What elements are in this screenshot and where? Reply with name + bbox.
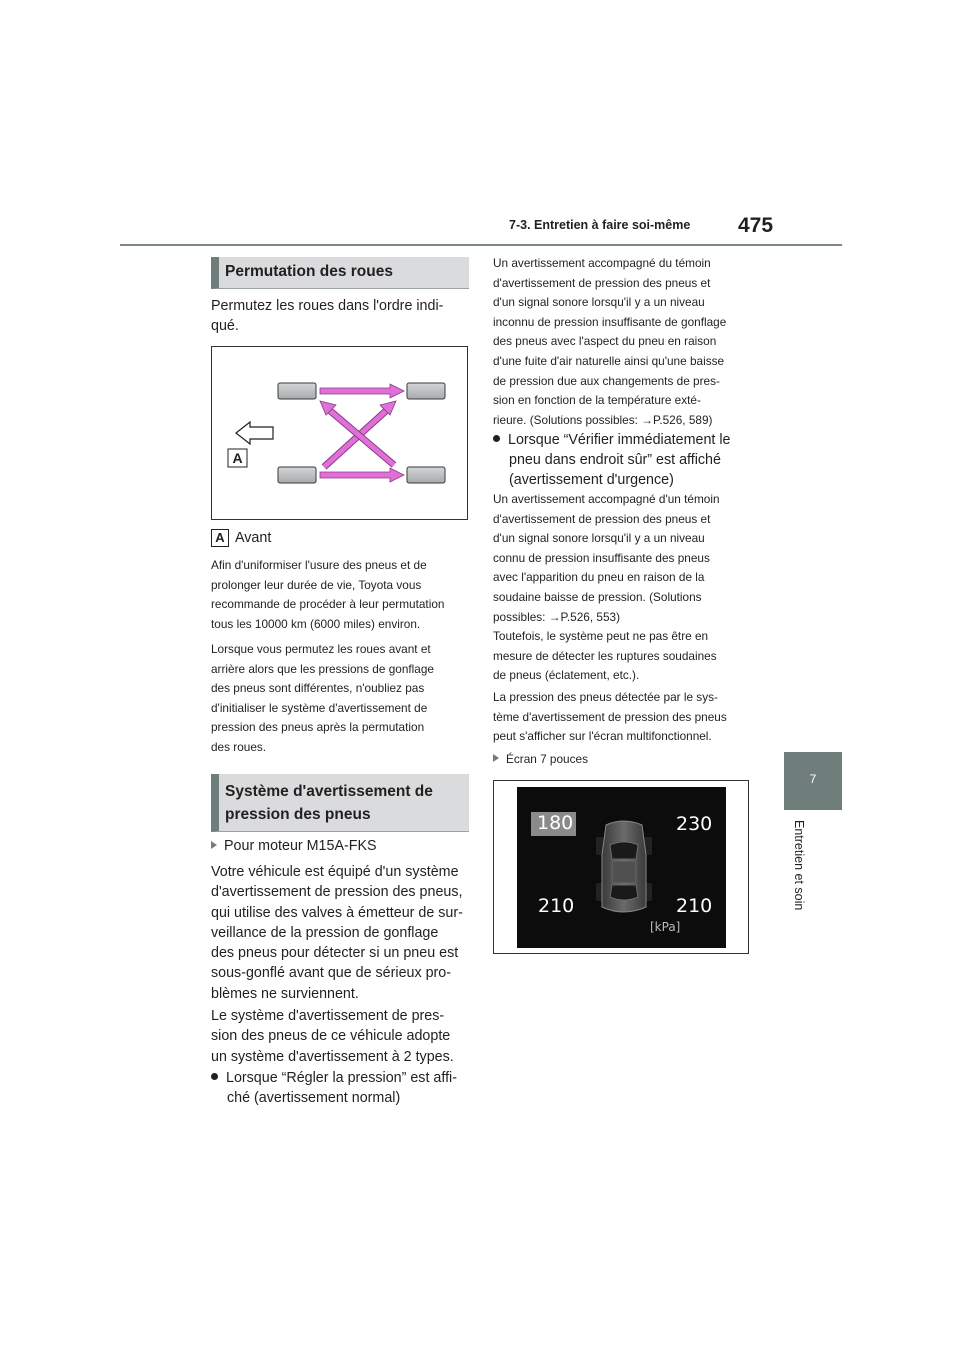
text-line: inconnu de pression insuffisante de gonflage	[493, 314, 727, 329]
triangle-bullet-icon	[493, 754, 499, 762]
text-line: des pneus avec l'aspect du pneu en raison	[493, 334, 717, 349]
text-line: Votre véhicule est équipé d'un système	[211, 864, 459, 880]
pressure-front-right: 230	[676, 813, 713, 835]
text-line: peut s'afficher sur l'écran multifonctionnel.	[493, 729, 712, 744]
legend-letter: A	[211, 529, 229, 547]
bullet-normal-warning	[211, 1068, 476, 1109]
tire-rear-right	[407, 467, 445, 483]
bullet-dot-icon	[211, 1073, 218, 1080]
text-line: d'avertissement de pression des pneus et	[493, 275, 711, 290]
text-line: (avertissement d'urgence)	[509, 472, 674, 488]
arrow-top	[320, 384, 404, 398]
text-line: Un avertissement accompagné d'un témoin	[493, 492, 720, 506]
tire-rear-left	[278, 467, 316, 483]
text-line: d'initialiser le système d'avertissement de	[211, 700, 428, 715]
text-line: des pneus pour détecter si un pneu est	[211, 945, 459, 962]
arrow-bottom	[320, 468, 404, 482]
rotation-paragraph-1	[211, 556, 473, 634]
text-line: recommande de procéder à leur permutation	[211, 597, 445, 612]
chapter-label: Entretien et soin	[792, 820, 806, 911]
rotation-paragraph-2	[211, 640, 473, 758]
chapter-label-vertical	[788, 820, 808, 924]
text-line: des roues.	[211, 739, 267, 754]
text-line: La pression des pneus détectée par le sys-	[493, 690, 718, 704]
text-line: de pression due aux changements de pres-	[493, 373, 720, 388]
text-line: un système d'avertissement à 2 types.	[211, 1048, 454, 1065]
heading-tire-rotation: Permutation des roues	[211, 257, 469, 289]
front-direction-arrow	[236, 422, 273, 444]
rotation-diagram-svg	[212, 347, 467, 519]
text-line: Le système d'avertissement de pres-	[211, 1008, 445, 1024]
diagram-letter-a: A	[232, 450, 243, 466]
normal-warning-paragraph	[493, 254, 755, 430]
text-line: Un avertissement accompagné du témoin	[493, 256, 711, 270]
text-line: tous les 10000 km (6000 miles) environ.	[211, 616, 421, 631]
text-line: arrière alors que les pressions de gonflage	[211, 661, 434, 676]
car-top-view-icon	[592, 815, 656, 919]
text-line: pression des pneus après la permutation	[211, 720, 425, 735]
engine-note-text: Pour moteur M15A-FKS	[224, 838, 377, 854]
text-line: Lorsque “Vérifier immédiatement le	[508, 432, 731, 448]
display-paragraph	[493, 688, 755, 747]
section-title: 7-3. Entretien à faire soi-même	[509, 218, 691, 232]
text-line: d'une fuite d'air naturelle ainsi qu'une baisse	[493, 353, 725, 368]
text-line: sous-gonflé avant que de sérieux pro-	[211, 965, 452, 982]
text-line: Afin d'uniformiser l'usure des pneus et de	[211, 558, 427, 572]
text-line: sion en fonction de la température exté-	[493, 393, 701, 408]
text-line: possibles: →P.526, 553)	[493, 609, 621, 624]
text-line: Permutez les roues dans l'ordre indi-	[211, 298, 444, 314]
text-line: rieure. (Solutions possibles: →P.526, 589)	[493, 412, 713, 427]
header-rule	[120, 244, 842, 246]
text-line: avec l'apparition du pneu en raison de la	[493, 570, 705, 585]
rotation-intro	[211, 296, 471, 337]
pressure-unit: [kPa]	[650, 920, 681, 934]
text-line: connu de pression insuffisante des pneus	[493, 550, 710, 565]
text-line: d'avertissement de pression des pneus,	[211, 884, 463, 901]
text-line: d'un signal sonore lorsqu'il y a un niveau	[493, 295, 705, 310]
legend	[211, 528, 271, 548]
text-line: mesure de détecter les ruptures soudaines	[493, 648, 717, 663]
engine-note	[211, 836, 377, 856]
tire-front-right	[407, 383, 445, 399]
heading-tpws	[211, 774, 469, 832]
chapter-number: 7	[809, 772, 817, 786]
pressure-rear-left: 210	[538, 895, 575, 917]
pressure-rear-right: 210	[676, 895, 713, 917]
legend-text: Avant	[235, 530, 272, 546]
text-line: prolonger leur durée de vie, Toyota vous	[211, 577, 422, 592]
text-line: de pneus (éclatement, etc.).	[493, 668, 640, 683]
text-line: blèmes ne surviennent.	[211, 985, 359, 1002]
bullet-urgent-warning	[493, 430, 758, 490]
rotation-diagram	[211, 346, 468, 520]
tpws-paragraph-2	[211, 1006, 476, 1067]
text-line: Toutefois, le système peut ne pas être en	[493, 629, 709, 644]
text-line: d'avertissement de pression des pneus et	[493, 511, 711, 526]
screen-note-text: Écran 7 pouces	[506, 752, 588, 766]
bullet-dot-icon	[493, 435, 500, 442]
screen-note	[493, 750, 588, 770]
text-line: qui utilise des valves à émetteur de sur-	[211, 904, 463, 921]
text-line: pneu dans endroit sûr” est affiché	[509, 452, 721, 468]
heading-line: Système d'avertissement de	[225, 783, 433, 800]
pressure-front-left: 180	[537, 812, 574, 834]
text-line: tème d'avertissement de pression des pneus	[493, 709, 727, 724]
text-line: soudaine baisse de pression. (Solutions	[493, 589, 702, 604]
text-line: qué.	[211, 318, 239, 335]
text-line: Lorsque “Régler la pression” est affi-	[226, 1070, 457, 1086]
tpws-paragraph-1	[211, 862, 476, 1004]
text-line: des pneus sont différentes, n'oubliez pas	[211, 681, 425, 696]
urgent-warning-paragraph	[493, 490, 755, 686]
tire-front-left	[278, 383, 316, 399]
triangle-bullet-icon	[211, 841, 217, 849]
text-line: ché (avertissement normal)	[227, 1090, 401, 1107]
page-number: 475	[738, 214, 774, 237]
text-line: d'un signal sonore lorsqu'il y a un niveau	[493, 531, 705, 546]
text-line: Lorsque vous permutez les roues avant et	[211, 642, 431, 656]
heading-line: pression des pneus	[225, 806, 371, 823]
text-line: sion des pneus de ce véhicule adopte	[211, 1028, 451, 1045]
text-line: veillance de la pression de gonflage	[211, 924, 439, 941]
